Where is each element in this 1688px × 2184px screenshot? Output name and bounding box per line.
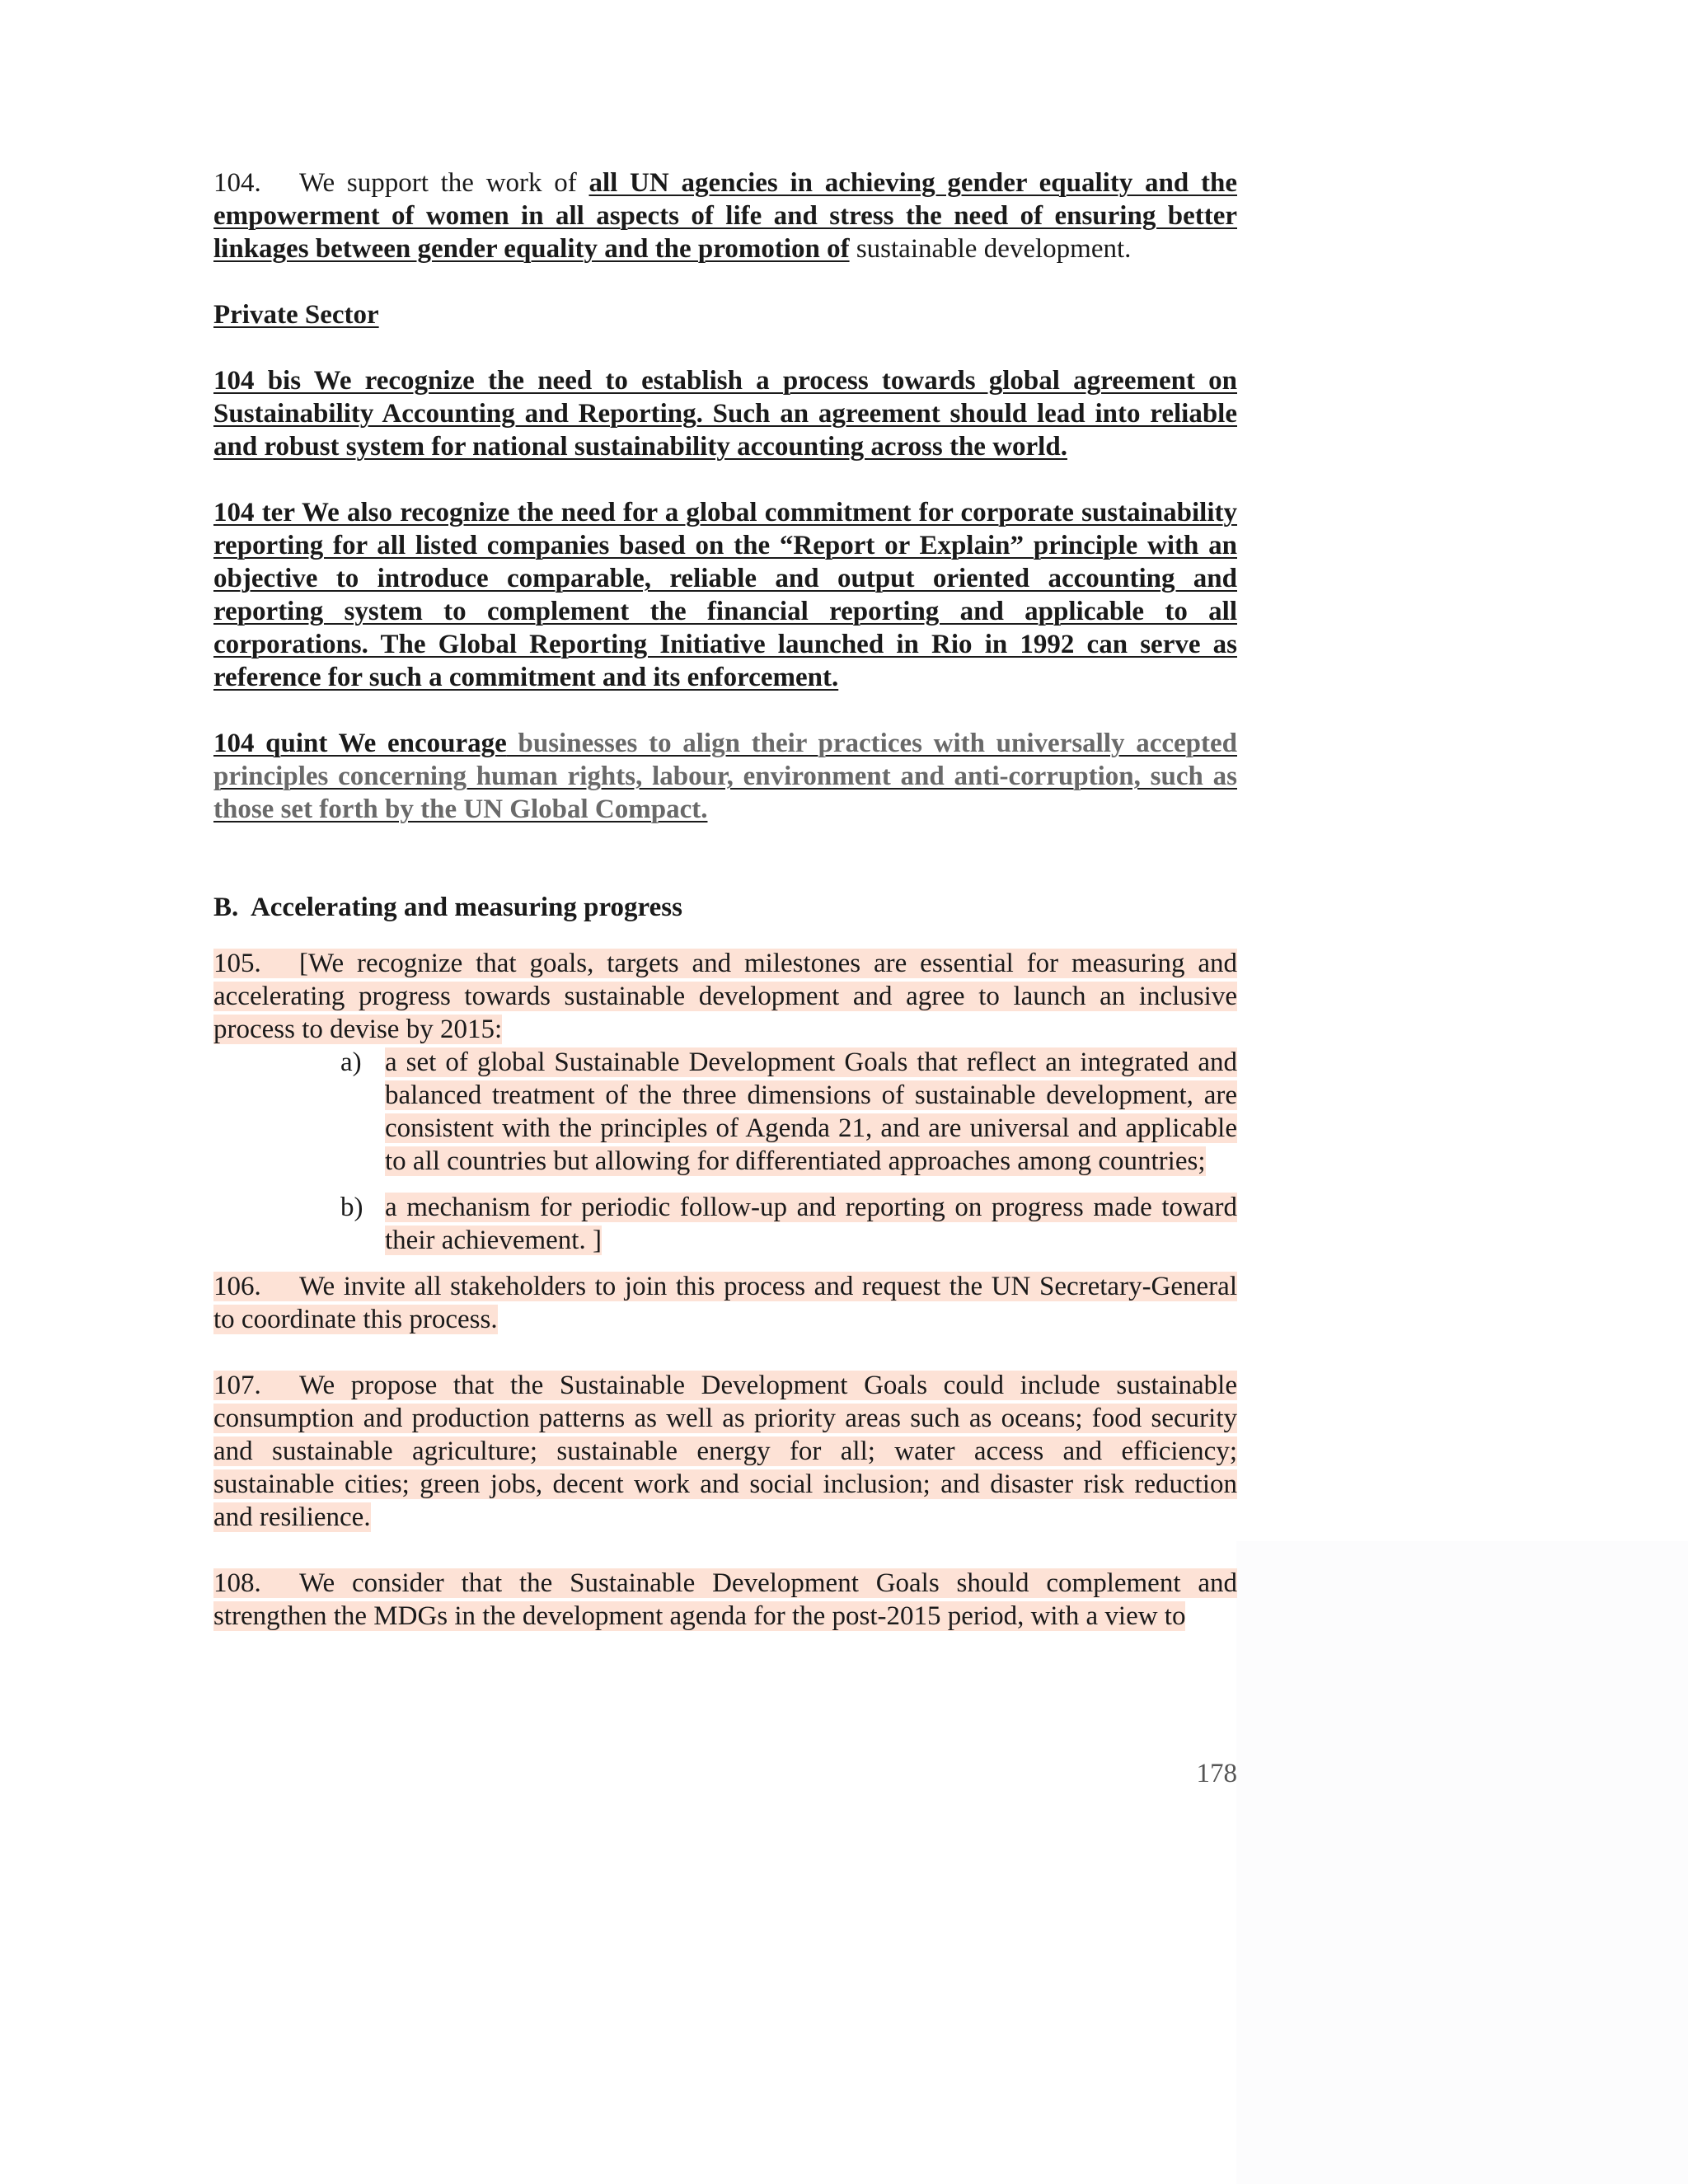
paragraph-108 (213, 1567, 1237, 1633)
list-item (213, 1191, 1237, 1257)
paragraph-104 (213, 166, 1237, 265)
paragraph-104-lead: We support the work of (299, 168, 589, 198)
list-marker: a) (340, 1047, 362, 1077)
paragraph-104-quint-lead: 104 quint We encourage (213, 729, 507, 758)
paragraph-107 (213, 1369, 1237, 1534)
paragraph-104-quint (213, 727, 1237, 826)
page-shade (1236, 1541, 1688, 2184)
paragraph-108-highlight (213, 1568, 1237, 1631)
section-b-heading: B. Accelerating and measuring progress (213, 893, 682, 922)
paragraph-104-bold: all UN agencies in achieving gender equality and the empowerment of women in all aspects of life and stress the need of ensuring better linkages between gender equality and the promotion of (213, 168, 1237, 264)
list-marker: b) (340, 1193, 363, 1222)
paragraph-104-quint-grey: businesses to align their practices with universally accepted principles concerning human rights, labour, environment and anti-corruption, such as those set forth by the UN Global Compact. (213, 729, 1237, 824)
paragraph-105 (213, 947, 1237, 1046)
paragraph-106-highlight (213, 1272, 1237, 1334)
paragraph-104-tail: sustainable development. (849, 234, 1132, 264)
list-item-text: a set of global Sustainable Development Goals that reflect an integrated and balanced treatment of the three dimensions of sustainable development, are consistent with the principles of Agenda 21, and are universal and applicable to all countries but allowing for differentiated approaches among countries; (385, 1047, 1237, 1176)
paragraph-104-bis: 104 bis We recognize the need to establish a process towards global agreement on Sustainability Accounting and Reporting. Such an agreement should lead into reliable and robust system for national sustainability accounting across the world. (213, 366, 1237, 462)
paragraph-105-highlight (213, 949, 1237, 1044)
paragraph-108-text: We consider that the Sustainable Development Goals should complement and strengthen the MDGs in the development agenda for the post-2015 period, with a view to (213, 1568, 1237, 1631)
goals-list (213, 1046, 1237, 1257)
paragraph-107-highlight (213, 1371, 1237, 1532)
list-item (213, 1046, 1237, 1178)
paragraph-106-text: We invite all stakeholders to join this process and request the UN Secretary-General to coordinate this process. (213, 1272, 1237, 1334)
document-body (213, 166, 1237, 1633)
private-sector-heading: Private Sector (213, 300, 379, 330)
paragraph-106 (213, 1270, 1237, 1336)
paragraph-number: 104. (213, 168, 261, 198)
page-number: 178 (1196, 1759, 1237, 1788)
paragraph-107-text: We propose that the Sustainable Development Goals could include sustainable consumption and production patterns as well as priority areas such as oceans; food security and sustainable agriculture; sustainable energy for all; water access and efficiency; sustainable cities; green jobs, decent work and social inclusion; and disaster risk reduction and resilience. (213, 1371, 1237, 1532)
paragraph-number: 106. (213, 1272, 261, 1301)
paragraph-number: 105. (213, 949, 261, 978)
list-item-text: a mechanism for periodic follow-up and reporting on progress made toward their achievement. ] (385, 1193, 1237, 1255)
paragraph-number: 107. (213, 1371, 261, 1400)
paragraph-105-text: [We recognize that goals, targets and milestones are essential for measuring and accelerating progress towards sustainable development and agree to launch an inclusive process to devise by 2015: (213, 949, 1237, 1044)
paragraph-104-ter: 104 ter We also recognize the need for a global commitment for corporate sustainability reporting for all listed companies based on the “Report or Explain” principle with an objective to introduce comparable, reliable and output oriented accounting and reporting system to complement the financial reporting and applicable to all corporations. The Global Reporting Initiative launched in Rio in 1992 can serve as reference for such a commitment and its enforcement. (213, 498, 1237, 692)
paragraph-number: 108. (213, 1568, 261, 1598)
